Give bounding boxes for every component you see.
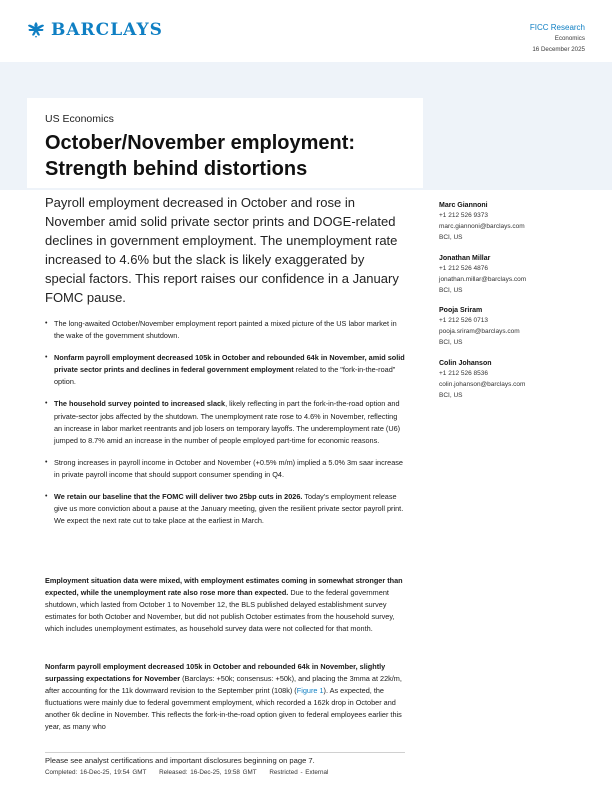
author-name: Pooja Sriram [439, 307, 483, 315]
key-point [45, 457, 405, 481]
figure-1-link[interactable]: Figure 1 [296, 686, 324, 696]
key-point-bold: Nonfarm payroll employment decreased 105k in October and rebounded 64k in November, amid solid private sector prints and declines in federal government employment [54, 353, 405, 375]
report-section: Economics [554, 35, 585, 42]
paragraph-text: (Barclays: +50k; consensus: +50k), and placing the 3mma at 22k/m, after accounting for the 11k downward revision to the September print (108k) ( [45, 674, 402, 696]
key-point-text: Today's employment release give us more conviction about a pause at the January meeting, given the resilient private sector payroll print. We expect the next rate cut to take place at the earliest in March. [54, 492, 404, 526]
page-title: October/November employment: Strength behind distortions [45, 132, 356, 180]
key-point [45, 318, 405, 342]
author-card [439, 305, 589, 349]
author-card [439, 200, 589, 244]
released-timestamp: Released: 16-Dec-25, 19:58 GMT [159, 769, 257, 776]
report-category: US Economics [45, 113, 114, 125]
author-email[interactable]: pooja.sriram@barclays.com [439, 328, 520, 336]
key-points [45, 318, 405, 537]
report-header [530, 22, 585, 55]
paragraph-lead: Employment situation data were mixed, with employment estimates coming in somewhat stronger than expected, while the unemployment rate also rose more than expected. [45, 576, 403, 598]
paragraph-text: Due to the federal government shutdown, which lasted from October 1 to November 12, the BLS published delayed establishment survey estimates for both October and November, but did not publish October estimates from the household survey, which includes unemployment estimates, as household survey data were not collected for that month. [45, 588, 395, 634]
author-list [439, 200, 589, 411]
key-point-text: Strong increases in payroll income in October and November (+0.5% m/m) implied a 5.0% 3m saar increase in private payroll income that should support consumer spending in Q4. [54, 457, 403, 479]
key-point-text: related to the "fork-in-the-road" option. [54, 365, 396, 387]
barclays-logo [26, 20, 163, 40]
disclosure-notice: Please see analyst certifications and important disclosures beginning on page 7. [45, 756, 315, 765]
author-org: BCI, US [439, 286, 463, 294]
key-point-bold: We retain our baseline that the FOMC will deliver two 25bp cuts in 2026. [54, 492, 303, 502]
eagle-icon [26, 20, 46, 40]
research-unit: FICC Research [529, 23, 585, 32]
author-name: Colin Johanson [439, 360, 492, 368]
lede-paragraph: Payroll employment decreased in October and rose in November amid solid private sector prints and DOGE-related declines in government employment. The unemployment rate increased to 4.6% but the slack is likely exaggerated by special factors. This report raises our confidence in a January FOMC pause. [45, 195, 399, 306]
author-phone: +1 212 526 4876 [439, 264, 488, 272]
author-phone: +1 212 526 0713 [439, 317, 488, 325]
key-point [45, 491, 405, 527]
author-org: BCI, US [439, 339, 463, 347]
author-name: Marc Giannoni [439, 202, 488, 209]
author-org: BCI, US [439, 233, 463, 241]
author-card [439, 253, 589, 297]
paragraph-text: ). As expected, the fluctuations were mainly due to federal government employment, which recorded a 162k drop in October and another 6k decline in November. This reflects the fork-in-the-road option given to federal employees earlier this year, as many who [45, 686, 402, 732]
key-point [45, 352, 405, 388]
completed-timestamp: Completed: 16-Dec-25, 19:54 GMT [45, 769, 147, 776]
footer-divider [45, 752, 405, 753]
key-point-text: The long-awaited October/November employment report painted a mixed picture of the US labor market in the wake of the government shutdown. [54, 319, 397, 341]
footer-meta [45, 768, 338, 778]
author-name: Jonathan Millar [439, 254, 491, 262]
report-date: 16 December 2025 [532, 46, 585, 53]
body-paragraph-1 [45, 575, 405, 635]
paragraph-lead: Nonfarm payroll employment decreased 105k in October and rebounded 64k in November, slightly surpassing expectations for November [45, 662, 386, 684]
author-email[interactable]: colin.johanson@barclays.com [439, 381, 526, 389]
author-email[interactable]: marc.giannoni@barclays.com [439, 222, 525, 230]
key-point-bold: The household survey pointed to increased slack [54, 399, 226, 409]
key-point [45, 398, 405, 446]
brand-wordmark: BARCLAYS [51, 20, 163, 40]
author-card [439, 358, 589, 402]
author-phone: +1 212 526 9373 [439, 212, 488, 219]
author-org: BCI, US [439, 391, 463, 399]
author-phone: +1 212 526 8536 [439, 370, 488, 378]
author-email[interactable]: jonathan.millar@barclays.com [439, 275, 527, 283]
restriction-label: Restricted - External [269, 769, 329, 776]
key-point-text: , likely reflecting in part the fork-in-the-road option and private-sector jobs affected by the shutdown. The unemployment rate rose to 4.6% in November, reflecting an increase in labor market reentrants and job losers on temporary layoffs. The underemployment rate (U6) jumped to 8.7% amid an increase in the number of people employed part-time for economic reasons. [54, 399, 401, 445]
body-paragraph-2 [45, 661, 405, 734]
